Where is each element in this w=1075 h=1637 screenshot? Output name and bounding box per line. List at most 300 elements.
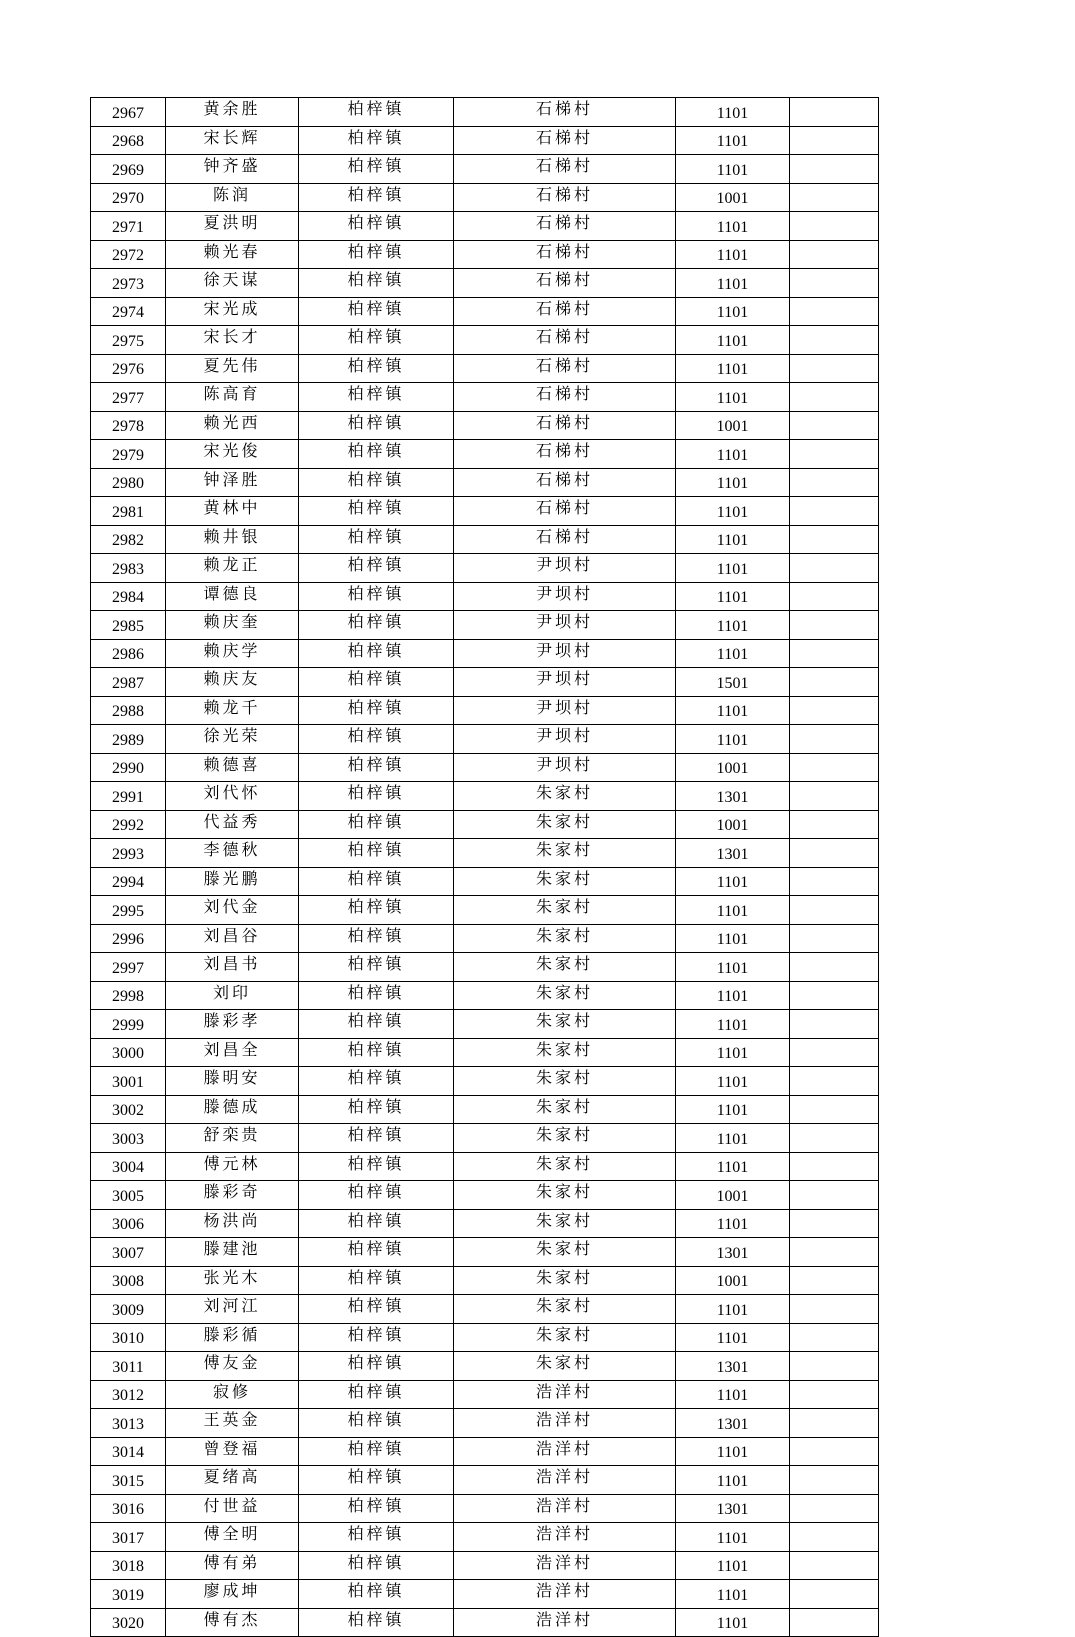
table-row <box>91 411 879 440</box>
name-cell: 滕德成 <box>166 1095 299 1124</box>
seq-cell: 3010 <box>91 1323 166 1352</box>
town-cell: 柏梓镇 <box>299 411 454 440</box>
town-cell: 柏梓镇 <box>299 1209 454 1238</box>
seq-cell: 3005 <box>91 1181 166 1210</box>
remark-cell <box>790 240 879 269</box>
town-cell: 柏梓镇 <box>299 1266 454 1295</box>
village-cell: 浩洋村 <box>454 1580 676 1609</box>
table-row <box>91 1523 879 1552</box>
code-cell: 1301 <box>676 1494 790 1523</box>
village-cell: 朱家村 <box>454 1124 676 1153</box>
code-cell: 1101 <box>676 1067 790 1096</box>
name-cell: 宋光成 <box>166 297 299 326</box>
name-cell: 赖光西 <box>166 411 299 440</box>
town-cell: 柏梓镇 <box>299 725 454 754</box>
remark-cell <box>790 953 879 982</box>
table-row <box>91 810 879 839</box>
seq-cell: 3020 <box>91 1608 166 1637</box>
village-cell: 浩洋村 <box>454 1466 676 1495</box>
remark-cell <box>790 440 879 469</box>
seq-cell: 2989 <box>91 725 166 754</box>
remark-cell <box>790 98 879 127</box>
remark-cell <box>790 981 879 1010</box>
seq-cell: 2999 <box>91 1010 166 1039</box>
seq-cell: 2997 <box>91 953 166 982</box>
remark-cell <box>790 155 879 184</box>
seq-cell: 2994 <box>91 867 166 896</box>
village-cell: 朱家村 <box>454 981 676 1010</box>
seq-cell: 2992 <box>91 810 166 839</box>
town-cell: 柏梓镇 <box>299 839 454 868</box>
remark-cell <box>790 1437 879 1466</box>
code-cell: 1101 <box>676 126 790 155</box>
remark-cell <box>790 1409 879 1438</box>
village-cell: 朱家村 <box>454 1323 676 1352</box>
name-cell: 李德秋 <box>166 839 299 868</box>
name-cell: 寂修 <box>166 1380 299 1409</box>
name-cell: 滕彩孝 <box>166 1010 299 1039</box>
remark-cell <box>790 1124 879 1153</box>
name-cell: 赖庆奎 <box>166 611 299 640</box>
table-row <box>91 782 879 811</box>
table-row <box>91 1124 879 1153</box>
village-cell: 石梯村 <box>454 240 676 269</box>
code-cell: 1101 <box>676 1608 790 1637</box>
name-cell: 舒栾贵 <box>166 1124 299 1153</box>
village-cell: 朱家村 <box>454 1095 676 1124</box>
table-row <box>91 981 879 1010</box>
seq-cell: 2975 <box>91 326 166 355</box>
name-cell: 傅友金 <box>166 1352 299 1381</box>
remark-cell <box>790 126 879 155</box>
town-cell: 柏梓镇 <box>299 155 454 184</box>
seq-cell: 3012 <box>91 1380 166 1409</box>
code-cell: 1101 <box>676 1152 790 1181</box>
town-cell: 柏梓镇 <box>299 326 454 355</box>
name-cell: 夏洪明 <box>166 212 299 241</box>
code-cell: 1101 <box>676 1295 790 1324</box>
name-cell: 陈高育 <box>166 383 299 412</box>
village-cell: 石梯村 <box>454 525 676 554</box>
code-cell: 1101 <box>676 525 790 554</box>
name-cell: 赖光春 <box>166 240 299 269</box>
code-cell: 1101 <box>676 867 790 896</box>
town-cell: 柏梓镇 <box>299 554 454 583</box>
code-cell: 1001 <box>676 1266 790 1295</box>
village-cell: 朱家村 <box>454 896 676 925</box>
remark-cell <box>790 1523 879 1552</box>
town-cell: 柏梓镇 <box>299 810 454 839</box>
remark-cell <box>790 1181 879 1210</box>
town-cell: 柏梓镇 <box>299 1010 454 1039</box>
town-cell: 柏梓镇 <box>299 753 454 782</box>
table-row <box>91 1494 879 1523</box>
seq-cell: 2973 <box>91 269 166 298</box>
table-row <box>91 896 879 925</box>
table-row <box>91 1067 879 1096</box>
name-cell: 陈润 <box>166 183 299 212</box>
code-cell: 1101 <box>676 354 790 383</box>
seq-cell: 2970 <box>91 183 166 212</box>
seq-cell: 2972 <box>91 240 166 269</box>
table-row <box>91 1095 879 1124</box>
code-cell: 1101 <box>676 1551 790 1580</box>
remark-cell <box>790 1352 879 1381</box>
seq-cell: 3009 <box>91 1295 166 1324</box>
seq-cell: 2967 <box>91 98 166 127</box>
seq-cell: 3004 <box>91 1152 166 1181</box>
town-cell: 柏梓镇 <box>299 1494 454 1523</box>
seq-cell: 3006 <box>91 1209 166 1238</box>
village-cell: 尹坝村 <box>454 639 676 668</box>
town-cell: 柏梓镇 <box>299 183 454 212</box>
seq-cell: 2996 <box>91 924 166 953</box>
table-row <box>91 639 879 668</box>
remark-cell <box>790 1266 879 1295</box>
table-row <box>91 753 879 782</box>
name-cell: 刘印 <box>166 981 299 1010</box>
code-cell: 1101 <box>676 611 790 640</box>
seq-cell: 2979 <box>91 440 166 469</box>
name-cell: 黄林中 <box>166 497 299 526</box>
remark-cell <box>790 1380 879 1409</box>
seq-cell: 3003 <box>91 1124 166 1153</box>
remark-cell <box>790 383 879 412</box>
town-cell: 柏梓镇 <box>299 782 454 811</box>
seq-cell: 3013 <box>91 1409 166 1438</box>
name-cell: 杨洪尚 <box>166 1209 299 1238</box>
name-cell: 付世益 <box>166 1494 299 1523</box>
remark-cell <box>790 725 879 754</box>
name-cell: 黄余胜 <box>166 98 299 127</box>
town-cell: 柏梓镇 <box>299 440 454 469</box>
town-cell: 柏梓镇 <box>299 867 454 896</box>
table-row <box>91 1010 879 1039</box>
seq-cell: 3008 <box>91 1266 166 1295</box>
name-cell: 徐天谋 <box>166 269 299 298</box>
remark-cell <box>790 1010 879 1039</box>
table-row <box>91 1209 879 1238</box>
name-cell: 滕明安 <box>166 1067 299 1096</box>
town-cell: 柏梓镇 <box>299 1608 454 1637</box>
remark-cell <box>790 1494 879 1523</box>
table-row <box>91 1437 879 1466</box>
town-cell: 柏梓镇 <box>299 582 454 611</box>
town-cell: 柏梓镇 <box>299 1181 454 1210</box>
remark-cell <box>790 782 879 811</box>
code-cell: 1101 <box>676 297 790 326</box>
seq-cell: 2998 <box>91 981 166 1010</box>
remark-cell <box>790 411 879 440</box>
town-cell: 柏梓镇 <box>299 497 454 526</box>
town-cell: 柏梓镇 <box>299 1580 454 1609</box>
table-row <box>91 98 879 127</box>
code-cell: 1101 <box>676 468 790 497</box>
name-cell: 傅有杰 <box>166 1608 299 1637</box>
village-cell: 浩洋村 <box>454 1523 676 1552</box>
seq-cell: 2978 <box>91 411 166 440</box>
town-cell: 柏梓镇 <box>299 1352 454 1381</box>
seq-cell: 2993 <box>91 839 166 868</box>
town-cell: 柏梓镇 <box>299 611 454 640</box>
town-cell: 柏梓镇 <box>299 1038 454 1067</box>
code-cell: 1101 <box>676 1580 790 1609</box>
village-cell: 浩洋村 <box>454 1437 676 1466</box>
town-cell: 柏梓镇 <box>299 98 454 127</box>
name-cell: 钟泽胜 <box>166 468 299 497</box>
village-cell: 尹坝村 <box>454 753 676 782</box>
seq-cell: 3001 <box>91 1067 166 1096</box>
table-row <box>91 582 879 611</box>
village-cell: 石梯村 <box>454 497 676 526</box>
village-cell: 浩洋村 <box>454 1494 676 1523</box>
name-cell: 谭德良 <box>166 582 299 611</box>
code-cell: 1101 <box>676 497 790 526</box>
remark-cell <box>790 1551 879 1580</box>
village-cell: 朱家村 <box>454 1209 676 1238</box>
table-row <box>91 1580 879 1609</box>
table-row <box>91 155 879 184</box>
name-cell: 王英金 <box>166 1409 299 1438</box>
town-cell: 柏梓镇 <box>299 383 454 412</box>
town-cell: 柏梓镇 <box>299 1551 454 1580</box>
village-cell: 石梯村 <box>454 212 676 241</box>
name-cell: 傅元林 <box>166 1152 299 1181</box>
village-cell: 浩洋村 <box>454 1409 676 1438</box>
table-row <box>91 839 879 868</box>
code-cell: 1001 <box>676 753 790 782</box>
table-row <box>91 1266 879 1295</box>
town-cell: 柏梓镇 <box>299 1238 454 1267</box>
name-cell: 刘昌书 <box>166 953 299 982</box>
village-cell: 石梯村 <box>454 326 676 355</box>
code-cell: 1301 <box>676 782 790 811</box>
table-row <box>91 1295 879 1324</box>
code-cell: 1101 <box>676 269 790 298</box>
village-cell: 石梯村 <box>454 468 676 497</box>
village-cell: 朱家村 <box>454 839 676 868</box>
table-row <box>91 1238 879 1267</box>
village-cell: 石梯村 <box>454 354 676 383</box>
town-cell: 柏梓镇 <box>299 126 454 155</box>
remark-cell <box>790 1580 879 1609</box>
name-cell: 刘昌全 <box>166 1038 299 1067</box>
table-row <box>91 924 879 953</box>
seq-cell: 2976 <box>91 354 166 383</box>
remark-cell <box>790 810 879 839</box>
code-cell: 1101 <box>676 383 790 412</box>
village-cell: 浩洋村 <box>454 1551 676 1580</box>
seq-cell: 3017 <box>91 1523 166 1552</box>
remark-cell <box>790 668 879 697</box>
village-cell: 石梯村 <box>454 98 676 127</box>
table-row <box>91 668 879 697</box>
name-cell: 赖庆友 <box>166 668 299 697</box>
code-cell: 1301 <box>676 1409 790 1438</box>
name-cell: 钟齐盛 <box>166 155 299 184</box>
table-row <box>91 1608 879 1637</box>
code-cell: 1101 <box>676 725 790 754</box>
town-cell: 柏梓镇 <box>299 212 454 241</box>
town-cell: 柏梓镇 <box>299 468 454 497</box>
remark-cell <box>790 696 879 725</box>
remark-cell <box>790 1095 879 1124</box>
town-cell: 柏梓镇 <box>299 354 454 383</box>
town-cell: 柏梓镇 <box>299 269 454 298</box>
name-cell: 曾登福 <box>166 1437 299 1466</box>
village-cell: 尹坝村 <box>454 582 676 611</box>
code-cell: 1101 <box>676 924 790 953</box>
name-cell: 刘昌谷 <box>166 924 299 953</box>
code-cell: 1101 <box>676 1323 790 1352</box>
remark-cell <box>790 753 879 782</box>
village-cell: 石梯村 <box>454 126 676 155</box>
seq-cell: 2968 <box>91 126 166 155</box>
name-cell: 宋长才 <box>166 326 299 355</box>
town-cell: 柏梓镇 <box>299 1295 454 1324</box>
seq-cell: 2985 <box>91 611 166 640</box>
name-cell: 滕彩奇 <box>166 1181 299 1210</box>
village-cell: 朱家村 <box>454 1010 676 1039</box>
seq-cell: 2984 <box>91 582 166 611</box>
code-cell: 1101 <box>676 1437 790 1466</box>
name-cell: 张光木 <box>166 1266 299 1295</box>
code-cell: 1101 <box>676 240 790 269</box>
name-cell: 赖庆学 <box>166 639 299 668</box>
village-cell: 石梯村 <box>454 440 676 469</box>
code-cell: 1001 <box>676 1181 790 1210</box>
table-row <box>91 269 879 298</box>
name-cell: 夏先伟 <box>166 354 299 383</box>
table-row <box>91 1466 879 1495</box>
remark-cell <box>790 354 879 383</box>
town-cell: 柏梓镇 <box>299 953 454 982</box>
remark-cell <box>790 497 879 526</box>
table-row <box>91 696 879 725</box>
remark-cell <box>790 1038 879 1067</box>
name-cell: 夏绪高 <box>166 1466 299 1495</box>
seq-cell: 2987 <box>91 668 166 697</box>
village-cell: 朱家村 <box>454 782 676 811</box>
table-row <box>91 183 879 212</box>
seq-cell: 2988 <box>91 696 166 725</box>
remark-cell <box>790 867 879 896</box>
remark-cell <box>790 525 879 554</box>
code-cell: 1101 <box>676 1095 790 1124</box>
village-cell: 尹坝村 <box>454 725 676 754</box>
village-cell: 朱家村 <box>454 1038 676 1067</box>
seq-cell: 2980 <box>91 468 166 497</box>
village-cell: 朱家村 <box>454 924 676 953</box>
code-cell: 1301 <box>676 1352 790 1381</box>
town-cell: 柏梓镇 <box>299 1095 454 1124</box>
code-cell: 1101 <box>676 1466 790 1495</box>
code-cell: 1301 <box>676 839 790 868</box>
code-cell: 1001 <box>676 411 790 440</box>
table-row <box>91 1380 879 1409</box>
code-cell: 1101 <box>676 554 790 583</box>
table-row <box>91 611 879 640</box>
name-cell: 滕光鹏 <box>166 867 299 896</box>
seq-cell: 3018 <box>91 1551 166 1580</box>
town-cell: 柏梓镇 <box>299 525 454 554</box>
table-body <box>91 98 879 1637</box>
table-row <box>91 1323 879 1352</box>
name-cell: 刘代怀 <box>166 782 299 811</box>
table-row <box>91 468 879 497</box>
remark-cell <box>790 1067 879 1096</box>
remark-cell <box>790 924 879 953</box>
remark-cell <box>790 212 879 241</box>
village-cell: 朱家村 <box>454 867 676 896</box>
town-cell: 柏梓镇 <box>299 639 454 668</box>
village-cell: 石梯村 <box>454 383 676 412</box>
remark-cell <box>790 1608 879 1637</box>
table-row <box>91 326 879 355</box>
code-cell: 1101 <box>676 896 790 925</box>
village-cell: 朱家村 <box>454 1352 676 1381</box>
village-cell: 朱家村 <box>454 1295 676 1324</box>
seq-cell: 3002 <box>91 1095 166 1124</box>
seq-cell: 3000 <box>91 1038 166 1067</box>
town-cell: 柏梓镇 <box>299 240 454 269</box>
table-row <box>91 240 879 269</box>
name-cell: 傅有弟 <box>166 1551 299 1580</box>
village-cell: 朱家村 <box>454 810 676 839</box>
table-row <box>91 525 879 554</box>
code-cell: 1101 <box>676 212 790 241</box>
town-cell: 柏梓镇 <box>299 668 454 697</box>
name-cell: 宋光俊 <box>166 440 299 469</box>
table-row <box>91 725 879 754</box>
town-cell: 柏梓镇 <box>299 1152 454 1181</box>
table-row <box>91 1181 879 1210</box>
town-cell: 柏梓镇 <box>299 1466 454 1495</box>
seq-cell: 3014 <box>91 1437 166 1466</box>
remark-cell <box>790 839 879 868</box>
seq-cell: 2977 <box>91 383 166 412</box>
town-cell: 柏梓镇 <box>299 1323 454 1352</box>
village-cell: 朱家村 <box>454 953 676 982</box>
code-cell: 1101 <box>676 326 790 355</box>
village-cell: 尹坝村 <box>454 696 676 725</box>
remark-cell <box>790 1295 879 1324</box>
table-row <box>91 440 879 469</box>
name-cell: 赖龙正 <box>166 554 299 583</box>
table-row <box>91 126 879 155</box>
seq-cell: 2991 <box>91 782 166 811</box>
code-cell: 1101 <box>676 981 790 1010</box>
code-cell: 1101 <box>676 1380 790 1409</box>
code-cell: 1101 <box>676 155 790 184</box>
name-cell: 宋长辉 <box>166 126 299 155</box>
name-cell: 代益秀 <box>166 810 299 839</box>
table-row <box>91 1551 879 1580</box>
remark-cell <box>790 554 879 583</box>
village-cell: 朱家村 <box>454 1152 676 1181</box>
town-cell: 柏梓镇 <box>299 896 454 925</box>
name-cell: 徐光荣 <box>166 725 299 754</box>
name-cell: 刘河江 <box>166 1295 299 1324</box>
table-row <box>91 1038 879 1067</box>
seq-cell: 3015 <box>91 1466 166 1495</box>
code-cell: 1101 <box>676 1010 790 1039</box>
code-cell: 1101 <box>676 639 790 668</box>
village-cell: 朱家村 <box>454 1181 676 1210</box>
remark-cell <box>790 1323 879 1352</box>
table-row <box>91 554 879 583</box>
village-cell: 朱家村 <box>454 1238 676 1267</box>
